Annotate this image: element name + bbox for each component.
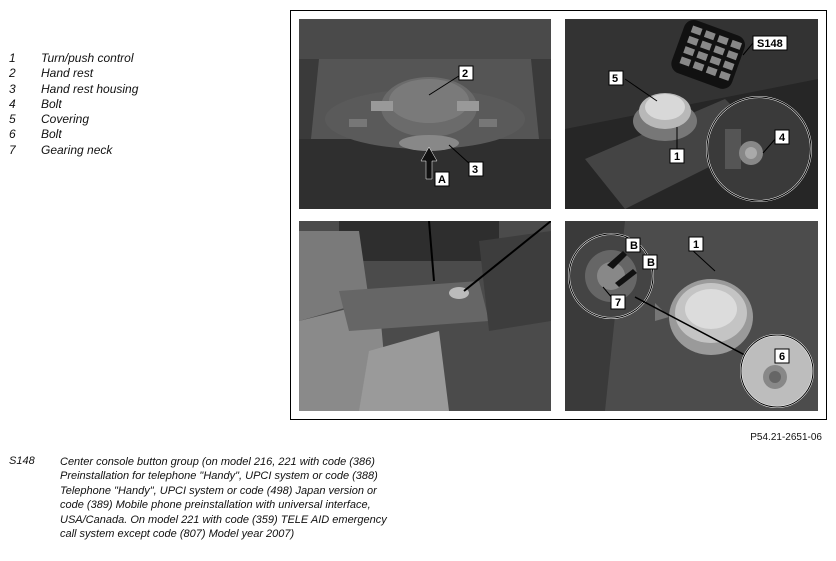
callout-B-1: B xyxy=(630,240,638,252)
callout-B-2: B xyxy=(647,257,655,269)
footnote-code: S148 xyxy=(9,455,35,467)
legend-item: 5 Covering xyxy=(9,112,90,127)
photo-control-keypad xyxy=(565,19,818,209)
photo-hand-rest xyxy=(299,19,551,209)
figure-reference: P54.21-2651-06 xyxy=(750,432,822,443)
callout-6: 6 xyxy=(779,351,786,363)
legend-item: 6 Bolt xyxy=(9,127,62,142)
removal-detail-photo xyxy=(565,221,818,411)
hand-rest-photo xyxy=(299,19,551,209)
callout-3: 3 xyxy=(472,164,479,176)
parts-legend xyxy=(9,51,138,158)
photo-removal-detail xyxy=(565,221,818,411)
legend-item: 2 Hand rest xyxy=(9,66,94,81)
legend-item: 1 Turn/push control xyxy=(9,51,134,65)
callout-4: 4 xyxy=(779,132,786,144)
legend-item: 3 Hand rest housing xyxy=(9,81,139,96)
control-keypad-photo xyxy=(565,19,818,209)
figure-frame xyxy=(290,10,827,420)
callout-2: 2 xyxy=(462,68,469,80)
footnote xyxy=(9,455,395,541)
legend-item: 4 Bolt xyxy=(9,96,62,111)
callout-A: A xyxy=(438,174,446,186)
footnote-text: Center console button group (on model 216, 221 with code (386) Preinstallation for telephone "Handy", UPCI system or code (388) Telephone "Handy", UPCI system or code (498) Japan version or code (389) Mobile phone preinstallation with universal interface, USA/Canada. On model 221 with code (359) TELE AID emergency call system except code (807) Model year 2007) xyxy=(60,456,387,541)
callout-1: 1 xyxy=(693,239,700,251)
callout-1: 1 xyxy=(674,151,681,163)
callout-S148: S148 xyxy=(757,38,783,50)
legend-item: 7 Gearing neck xyxy=(9,142,113,157)
interior-photo xyxy=(299,221,551,411)
callout-5: 5 xyxy=(612,73,619,85)
callout-7: 7 xyxy=(615,297,622,309)
photo-interior-overview xyxy=(299,221,551,411)
